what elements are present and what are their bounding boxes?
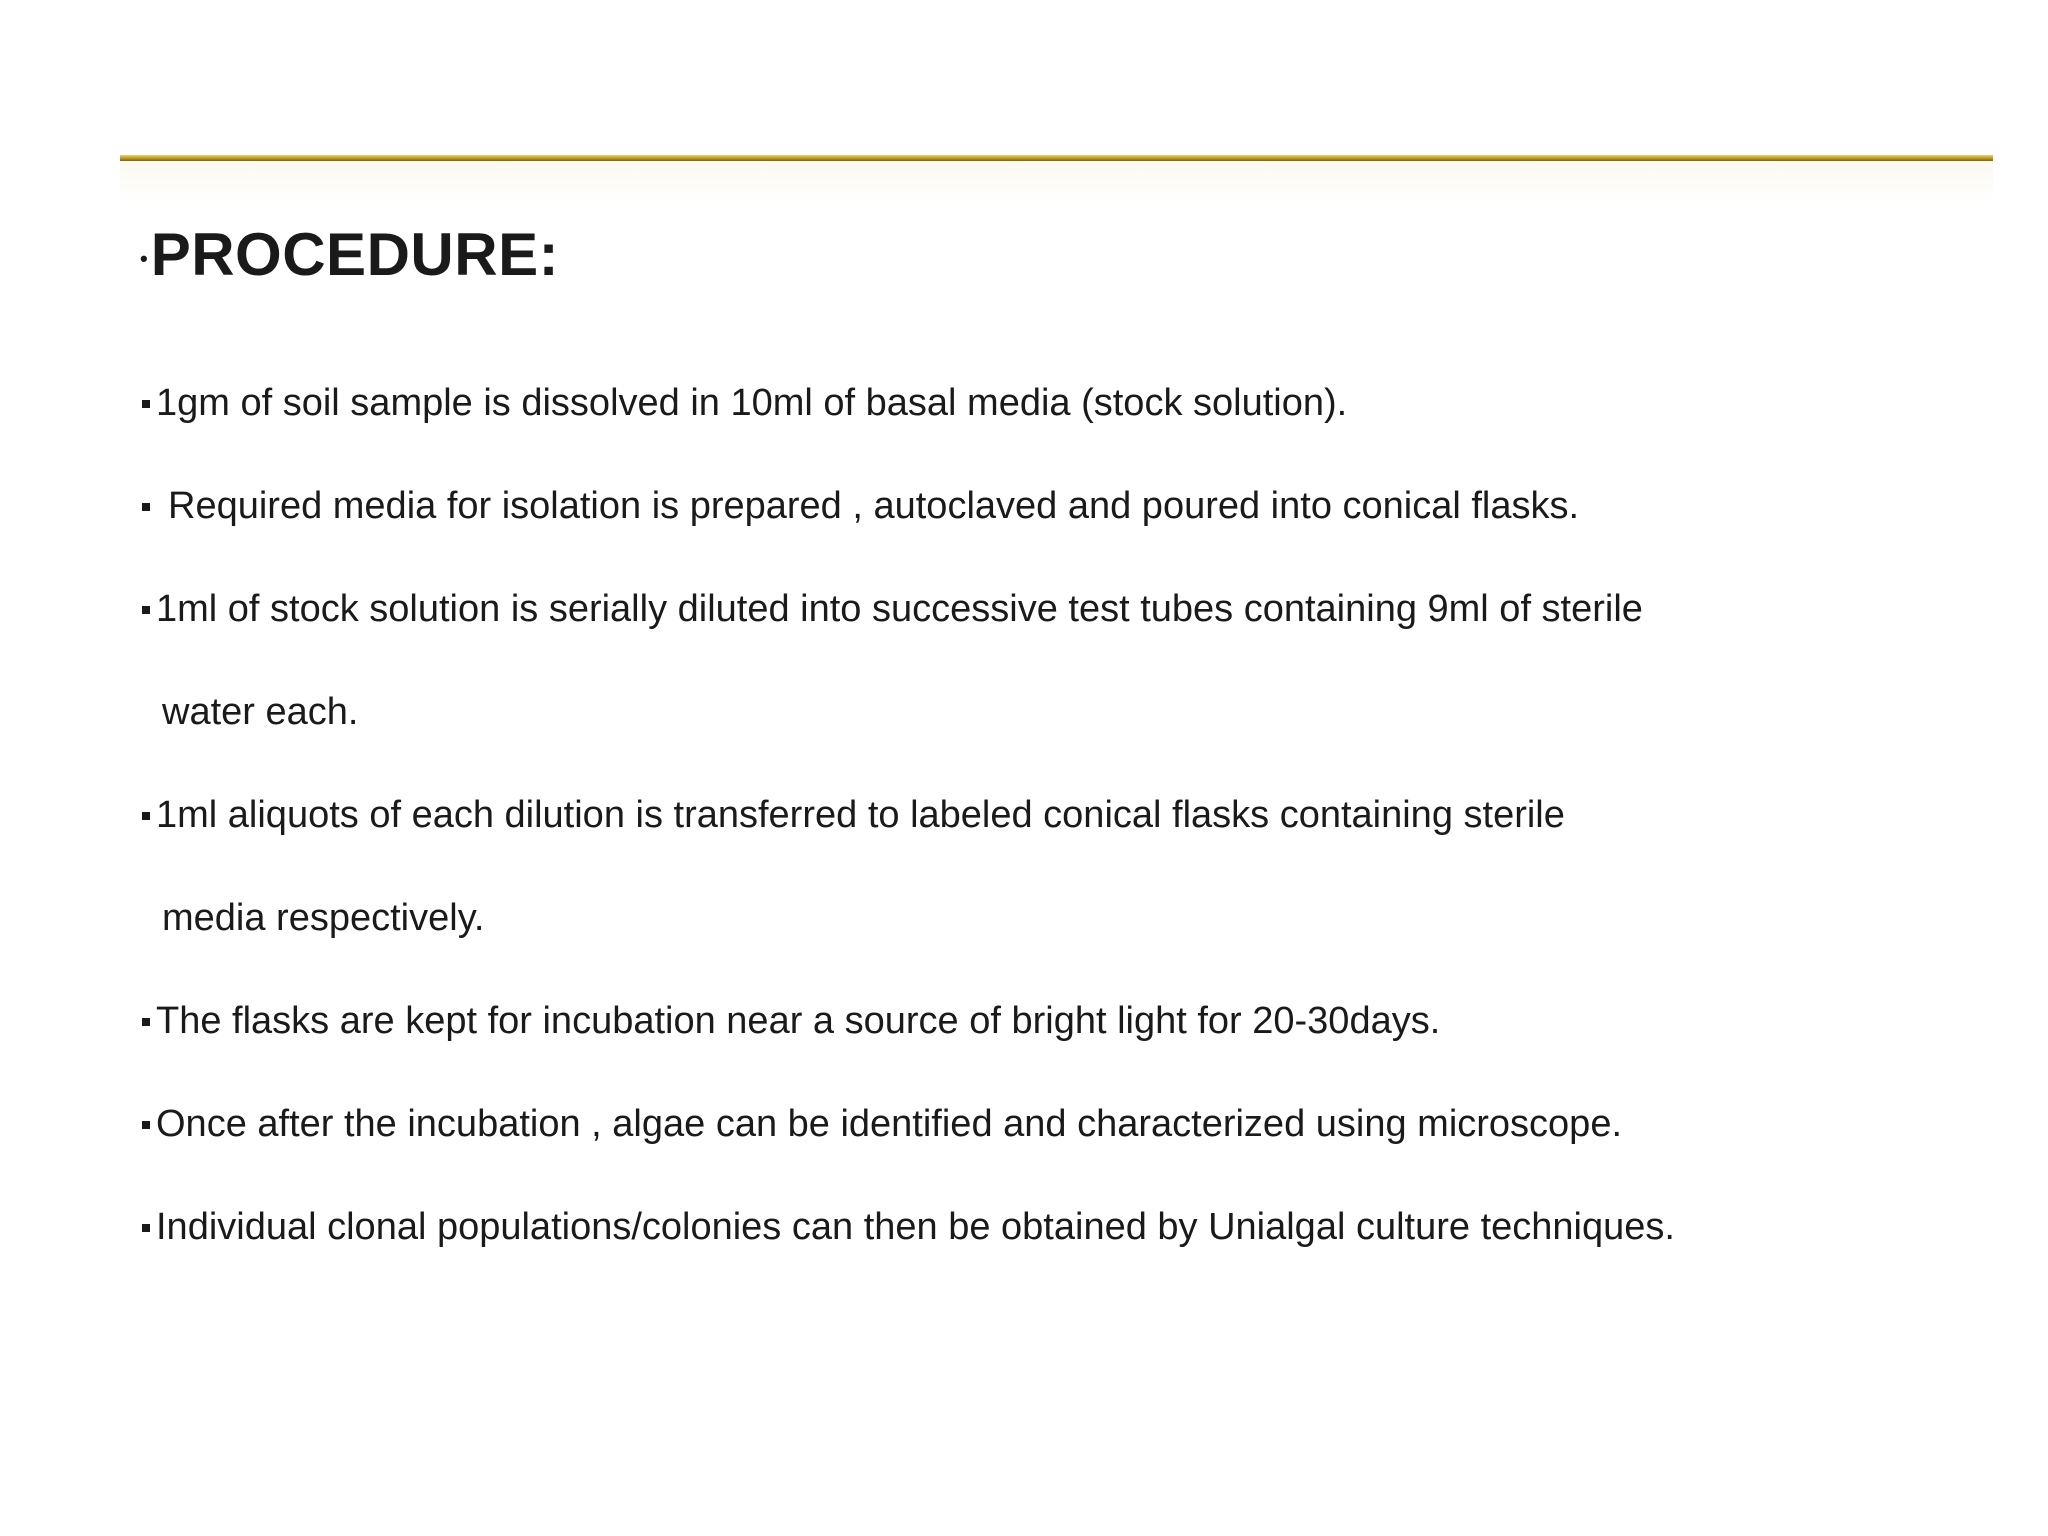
list-item-continuation — [142, 661, 2022, 764]
list-item — [142, 1073, 2022, 1176]
list-item-text: Once after the incubation , algae can be identified and characterized using microscope. — [156, 1103, 1623, 1145]
square-bullet-icon — [142, 1224, 150, 1232]
list-item — [142, 1176, 2022, 1279]
list-item — [142, 455, 2022, 558]
list-item-text: Individual clonal populations/colonies can then be obtained by Unialgal culture techniques. — [156, 1206, 1675, 1248]
list-item — [142, 352, 2022, 455]
list-item-text: Required media for isolation is prepared , autoclaved and poured into conical flasks. — [168, 485, 1580, 527]
list-item — [142, 764, 2022, 867]
slide-heading — [140, 222, 559, 288]
list-item — [142, 558, 2022, 661]
procedure-list — [142, 352, 2022, 1279]
square-bullet-icon — [142, 1018, 150, 1026]
list-item-text: 1ml of stock solution is serially diluted into successive test tubes containing 9ml of sterile — [156, 588, 1643, 630]
square-bullet-icon — [142, 503, 150, 511]
list-item-text: 1gm of soil sample is dissolved in 10ml of basal media (stock solution). — [156, 382, 1348, 424]
square-bullet-icon — [142, 606, 150, 614]
top-divider-shade — [120, 161, 1993, 205]
list-item-continuation — [142, 867, 2022, 970]
square-bullet-icon — [142, 400, 150, 408]
square-bullet-icon — [142, 812, 150, 820]
heading-bullet-icon: • — [140, 246, 148, 271]
list-item-text: media respectively. — [162, 897, 485, 939]
list-item-text: The flasks are kept for incubation near a source of bright light for 20-30days. — [156, 1000, 1441, 1042]
square-bullet-icon — [142, 1121, 150, 1129]
list-item — [142, 970, 2022, 1073]
heading-text: PROCEDURE: — [150, 221, 560, 288]
list-item-text: 1ml aliquots of each dilution is transferred to labeled conical flasks containing sterile — [156, 794, 1565, 836]
list-item-text: water each. — [162, 691, 359, 733]
